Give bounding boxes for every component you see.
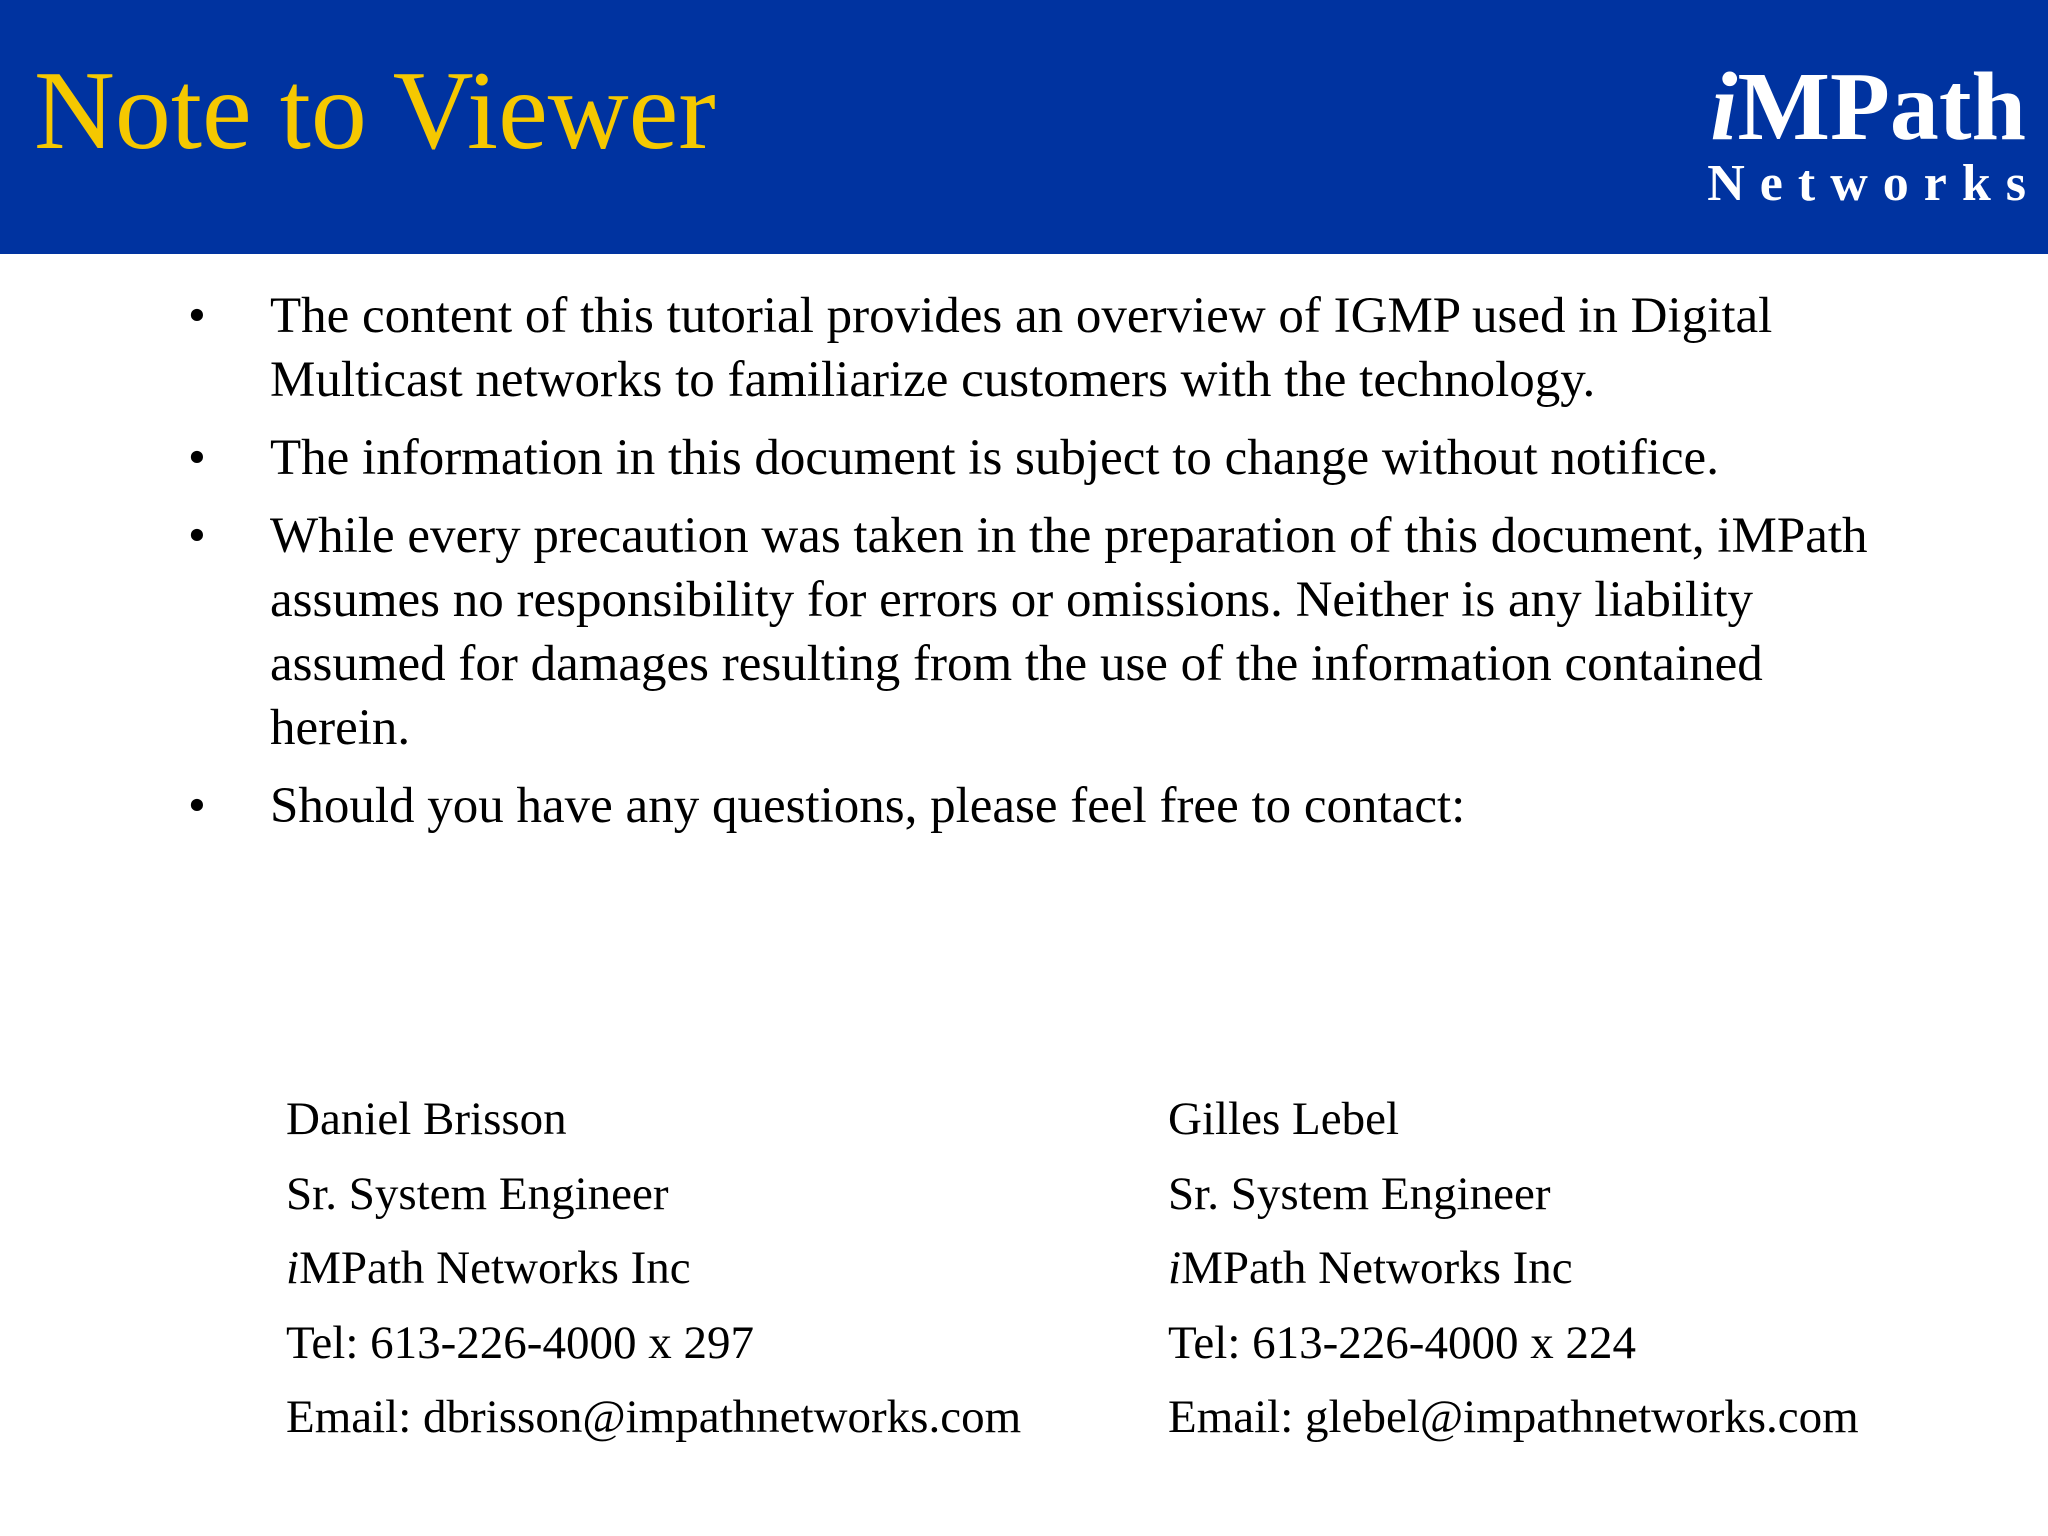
contact-company xyxy=(286,1231,1021,1306)
contact-card-gilles-lebel xyxy=(1168,1082,1859,1455)
bullet-marker: • xyxy=(188,508,206,564)
bullet-item xyxy=(180,504,1900,760)
bullet-marker: • xyxy=(188,778,206,834)
contact-name: Daniel Brisson xyxy=(286,1093,567,1145)
contact-company xyxy=(1168,1231,1859,1306)
contact-email: Email: dbrisson@impathnetworks.com xyxy=(286,1391,1022,1443)
logo-subtitle: Networks xyxy=(1707,155,2041,212)
company-name: MPath Networks Inc xyxy=(299,1242,691,1294)
contact-tel: Tel: 613-226-4000 x 297 xyxy=(286,1316,754,1369)
logo-main-text: MPath xyxy=(1737,53,2026,161)
bullet-text: The information in this document is subject to change without notifice. xyxy=(270,430,1719,486)
contact-name: Gilles Lebel xyxy=(1168,1093,1400,1145)
bullet-marker: • xyxy=(188,288,206,344)
bullet-item xyxy=(180,774,1900,838)
bullet-item xyxy=(180,284,1900,412)
bullet-item xyxy=(180,426,1900,490)
contact-tel: Tel: 613-226-4000 x 224 xyxy=(1168,1316,1636,1369)
contact-role: Sr. System Engineer xyxy=(1168,1167,1551,1220)
logo-prefix: i xyxy=(1710,53,1738,161)
contact-email: Email: glebel@impathnetworks.com xyxy=(1168,1391,1859,1443)
impath-networks-logo xyxy=(1686,53,2041,212)
contact-role: Sr. System Engineer xyxy=(286,1167,669,1220)
company-name: MPath Networks Inc xyxy=(1181,1242,1573,1294)
bullet-marker: • xyxy=(188,430,206,486)
page-title: Note to Viewer xyxy=(34,49,716,173)
logo-wordmark xyxy=(1686,53,2026,161)
bullet-text: While every precaution was taken in the preparation of this document, iMPath assumes no responsibility for errors or omissions. Neither is any liability assumed for damages resulting from the use of the information contained herein. xyxy=(270,508,1868,756)
company-prefix: i xyxy=(1168,1242,1182,1294)
header-bar xyxy=(0,0,2048,254)
contact-card-daniel-brisson xyxy=(286,1082,1021,1455)
company-prefix: i xyxy=(286,1242,300,1294)
bullet-list xyxy=(180,284,1900,852)
bullet-text: Should you have any questions, please feel free to contact: xyxy=(270,778,1466,834)
bullet-text: The content of this tutorial provides an overview of IGMP used in Digital Multicast networks to familiarize customers with the technology. xyxy=(270,288,1773,408)
